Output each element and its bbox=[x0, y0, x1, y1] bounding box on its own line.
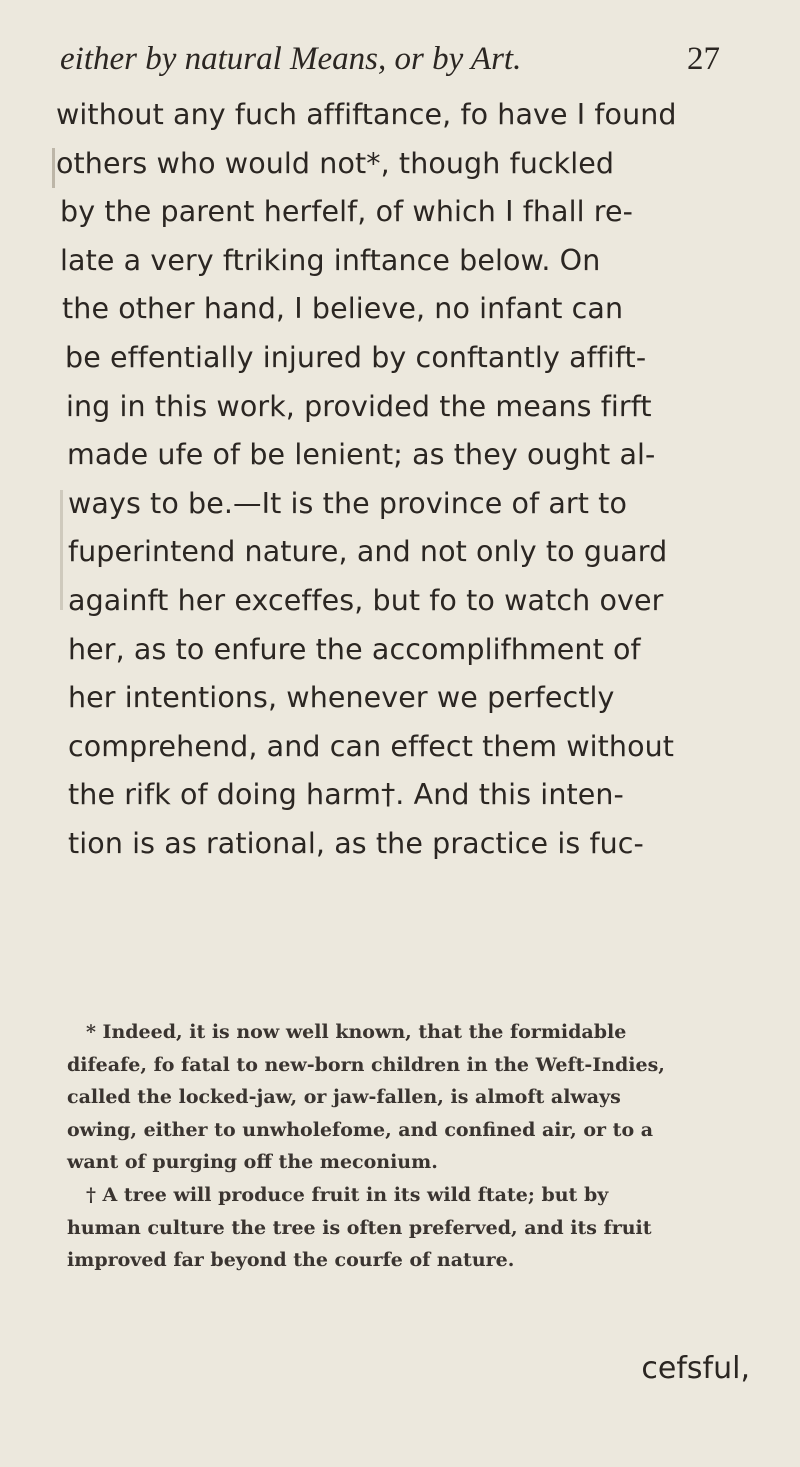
text-line: tion is as rational, as the practice is fuc- bbox=[68, 826, 644, 860]
footnotes bbox=[0, 1016, 800, 1277]
footnote-line: † A tree will produce fruit in its wild ftate; but by bbox=[86, 1183, 609, 1206]
text-line: ways to be.—It is the province of art to bbox=[68, 486, 627, 520]
text-line: without any fuch affiftance, fo have I found bbox=[56, 98, 677, 131]
footnote-line: want of purging off the meconium. bbox=[67, 1151, 438, 1174]
running-title: either by natural Means, or by Art. bbox=[60, 41, 522, 77]
text-line: made ufe of be lenient; as they ought al- bbox=[67, 438, 656, 472]
footnote-line: owing, either to unwholefome, and confined air, or to a bbox=[67, 1118, 654, 1141]
footnote-line: difeafe, fo fatal to new-born children in the Weft-Indies, bbox=[67, 1053, 665, 1076]
catchword: cefsful, bbox=[641, 1351, 750, 1386]
footnote-line: human culture the tree is often preferved, and its fruit bbox=[67, 1216, 652, 1239]
text-line: others who would not*, though fuckled bbox=[56, 146, 615, 180]
footnote-line: improved far beyond the courfe of nature. bbox=[67, 1249, 515, 1272]
text-line: her intentions, whenever we perfectly bbox=[68, 681, 615, 715]
text-line: her, as to enfure the accomplifhment of bbox=[68, 632, 641, 666]
text-line: ing in this work, provided the means firft bbox=[66, 389, 652, 423]
footnote-line: * Indeed, it is now well known, that the formidable bbox=[86, 1021, 627, 1043]
footnote-line: called the locked-jaw, or jaw-fallen, is almoft always bbox=[67, 1086, 621, 1109]
text-line: by the parent herfelf, of which I fhall re- bbox=[60, 195, 634, 229]
page-header bbox=[60, 34, 720, 84]
page-number: 27 bbox=[687, 41, 720, 77]
text-line: againft her exceffes, but fo to watch over bbox=[68, 583, 664, 617]
text-line: the other hand, I believe, no infant can bbox=[62, 292, 624, 326]
main-text bbox=[0, 91, 800, 869]
text-line: fuperintend nature, and not only to guard bbox=[68, 535, 668, 569]
text-line: comprehend, and can effect them without bbox=[68, 729, 675, 763]
text-line: late a very ftriking inftance below. On bbox=[60, 243, 601, 277]
text-line: be effentially injured by conftantly affift- bbox=[65, 340, 647, 374]
text-line: the rifk of doing harm†. And this inten- bbox=[68, 778, 624, 812]
